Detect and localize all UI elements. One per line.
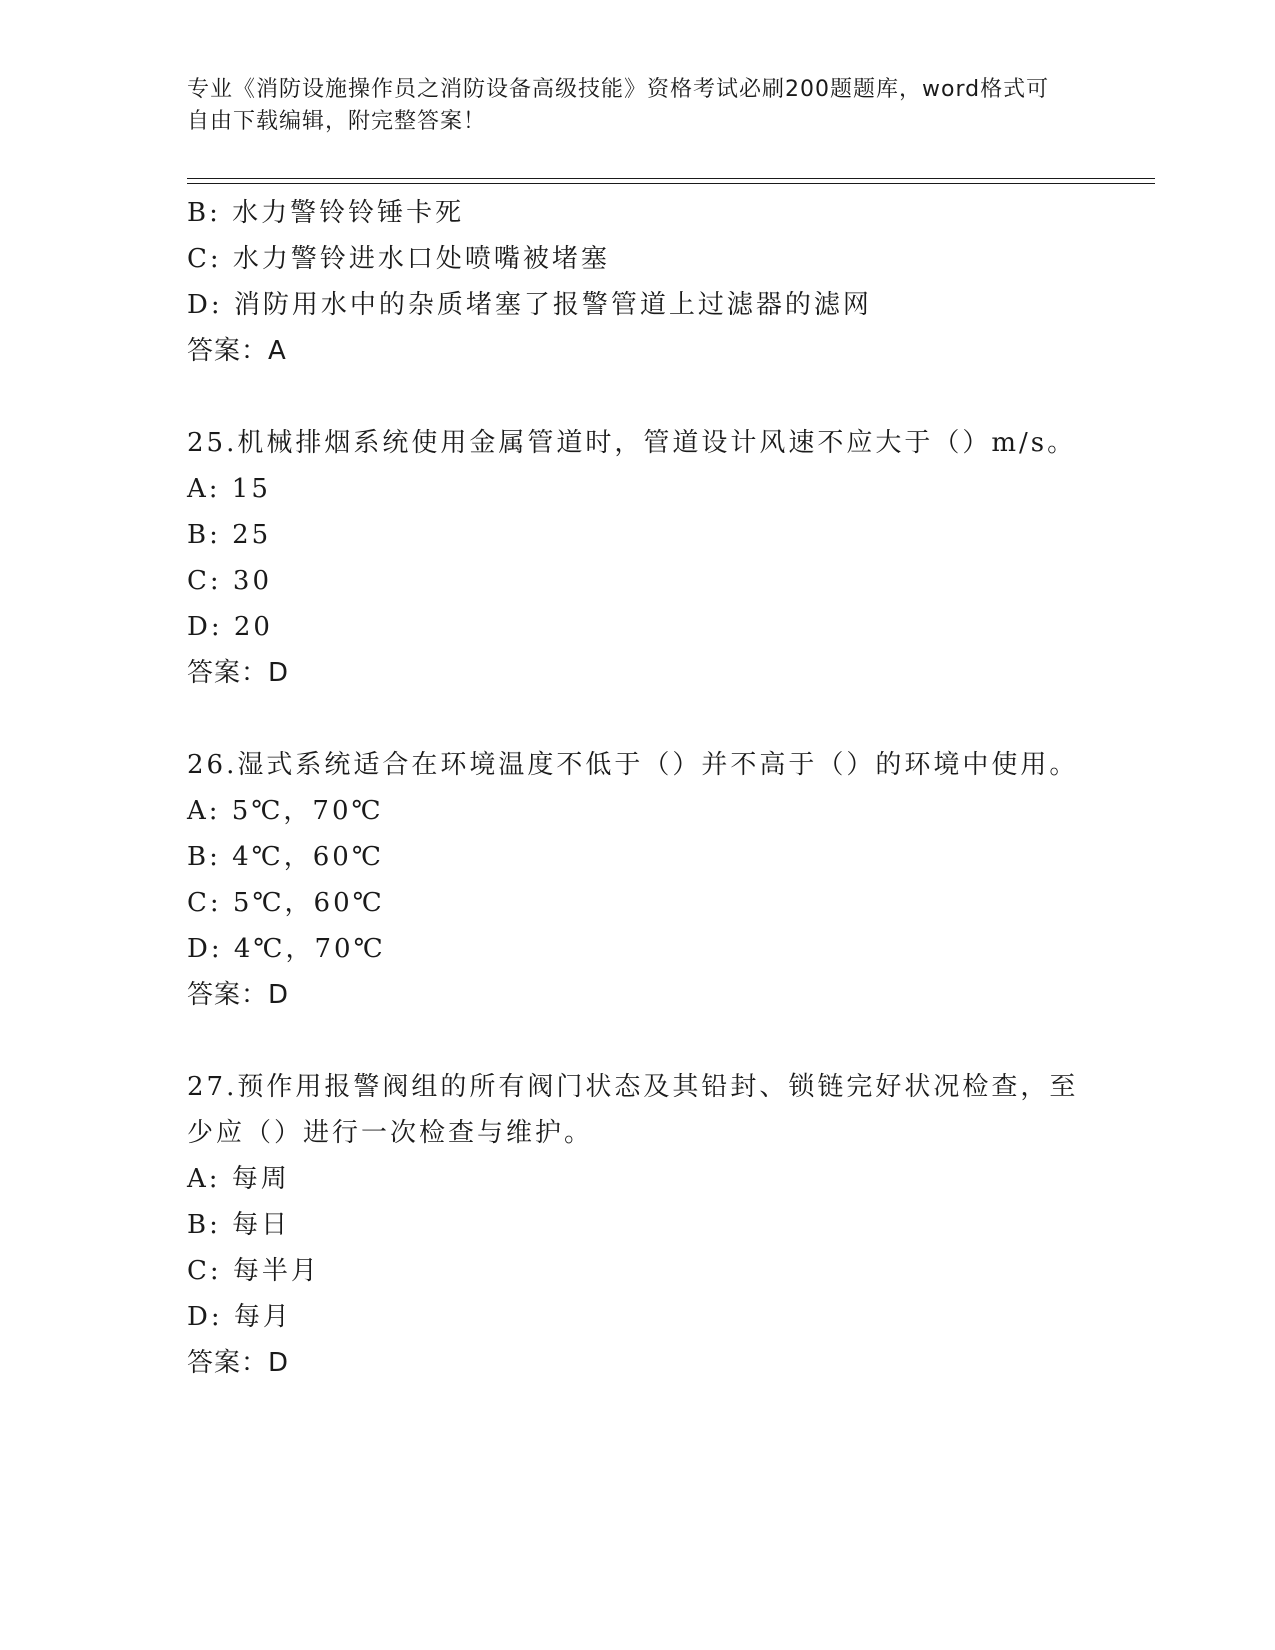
document-header: 专业《消防设施操作员之消防设备高级技能》资格考试必刷200题题库，word格式可自由下载编辑，附完整答案！ (187, 77, 1050, 134)
option-c: C: 5℃，60℃ (187, 888, 385, 918)
spacer (187, 696, 1087, 742)
answer-line: 答案：D (187, 980, 290, 1010)
question-stem: 25.机械排烟系统使用金属管道时，管道设计风速不应大于（）m/s。 (187, 428, 1077, 458)
option-a: A: 15 (187, 474, 271, 504)
header-divider-bottom (187, 183, 1155, 184)
option-b: B: 水力警铃铃锤卡死 (187, 198, 465, 228)
question-25 (187, 420, 1087, 696)
answer-line: 答案：A (187, 336, 287, 366)
option-b: B: 每日 (187, 1210, 291, 1240)
header-divider-top (187, 178, 1155, 179)
answer-line: 答案：D (187, 658, 290, 688)
question-stem: 26.湿式系统适合在环境温度不低于（）并不高于（）的环境中使用。 (187, 750, 1079, 780)
spacer (187, 374, 1087, 420)
spacer (187, 1018, 1087, 1064)
option-d: D: 每月 (187, 1302, 292, 1332)
answer-line: 答案：D (187, 1348, 290, 1378)
question-stem-line-2: 少应（）进行一次检查与维护。 (187, 1118, 594, 1148)
option-c: C: 水力警铃进水口处喷嘴被堵塞 (187, 244, 610, 274)
option-c: C: 30 (187, 566, 273, 596)
question-27 (187, 1064, 1087, 1386)
option-d: D: 4℃，70℃ (187, 934, 386, 964)
question-content (187, 190, 1087, 1386)
prev-question-block (187, 190, 1087, 374)
option-a: A: 每周 (187, 1164, 290, 1194)
option-a: A: 5℃，70℃ (187, 796, 384, 826)
question-26 (187, 742, 1087, 1018)
option-b: B: 4℃，60℃ (187, 842, 384, 872)
question-stem-line-1: 27.预作用报警阀组的所有阀门状态及其铅封、锁链完好状况检查，至 (187, 1072, 1079, 1102)
option-b: B: 25 (187, 520, 272, 550)
option-c: C: 每半月 (187, 1256, 320, 1286)
option-d: D: 消防用水中的杂质堵塞了报警管道上过滤器的滤网 (187, 290, 872, 320)
option-d: D: 20 (187, 612, 273, 642)
